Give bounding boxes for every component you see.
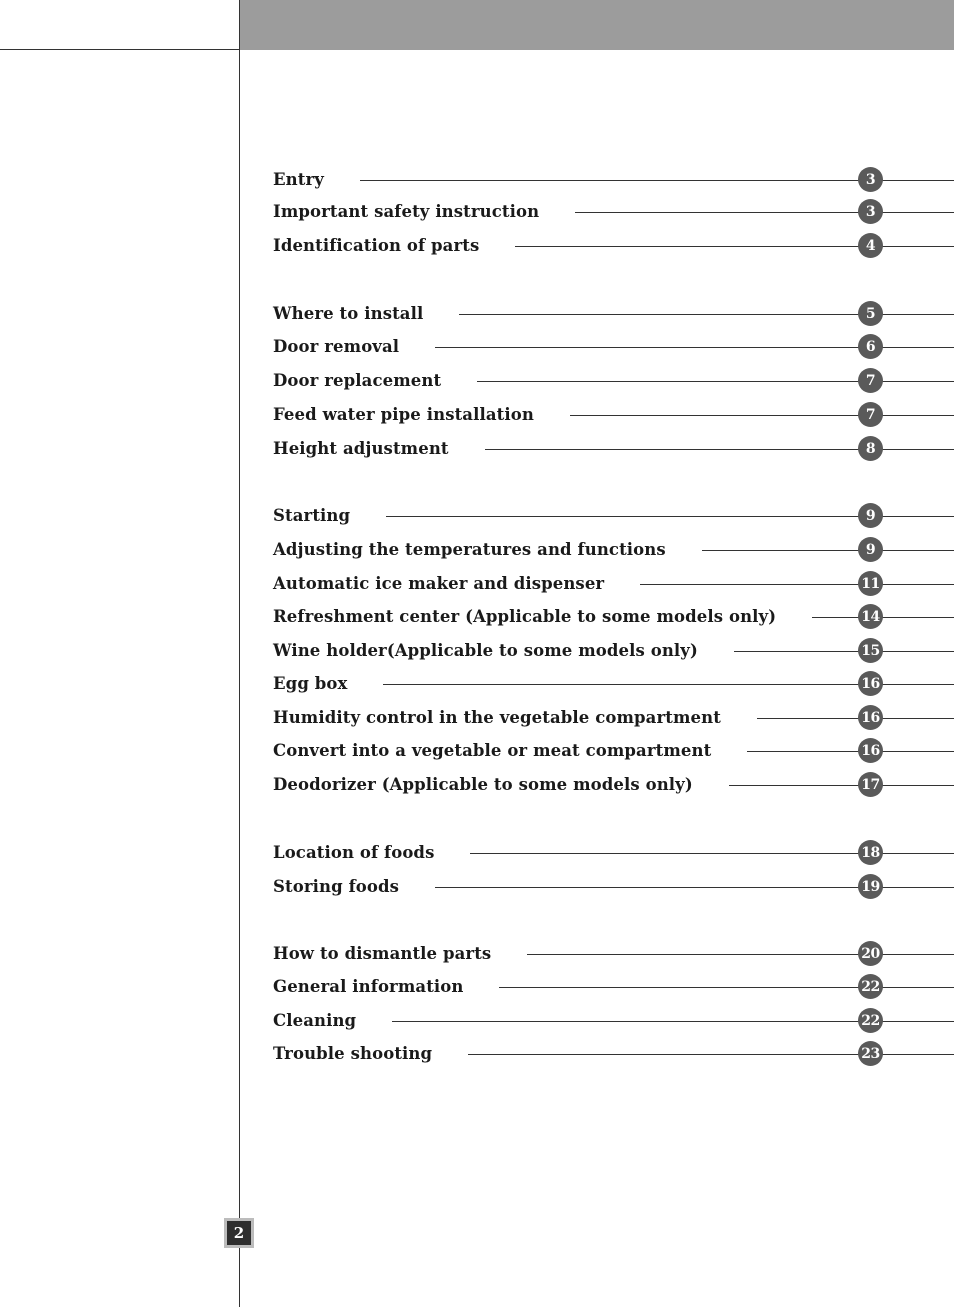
toc-entry-label: Door replacement — [273, 370, 442, 390]
toc-page-badge: 16 — [858, 671, 883, 696]
toc-entry[interactable] — [273, 872, 954, 900]
toc-entry-label: Automatic ice maker and dispenser — [273, 573, 605, 593]
toc-entry-label: Adjusting the temperatures and functions — [273, 539, 666, 559]
margin-rule — [239, 0, 240, 1307]
toc-entry[interactable] — [273, 636, 954, 664]
table-of-contents — [273, 0, 954, 1307]
toc-entry[interactable] — [273, 1006, 954, 1034]
toc-entry-label: Location of foods — [273, 842, 435, 862]
toc-entry-label: Convert into a vegetable or meat compartment — [273, 740, 712, 760]
toc-page-badge: 8 — [858, 436, 883, 461]
toc-entry-label: Deodorizer (Applicable to some models only) — [273, 774, 693, 794]
page-number-value: 2 — [227, 1221, 251, 1245]
toc-entry[interactable] — [273, 972, 954, 1000]
toc-leader-line — [757, 718, 954, 719]
top-rule — [0, 49, 240, 50]
toc-page-badge: 23 — [858, 1041, 883, 1066]
toc-leader-line — [485, 449, 954, 450]
toc-page-badge: 5 — [858, 301, 883, 326]
toc-entry[interactable] — [273, 535, 954, 563]
toc-leader-line — [747, 751, 954, 752]
toc-entry[interactable] — [273, 400, 954, 428]
toc-entry-label: Important safety instruction — [273, 201, 540, 221]
toc-entry-label: Door removal — [273, 336, 400, 356]
toc-page-badge: 20 — [858, 941, 883, 966]
toc-leader-line — [527, 954, 954, 955]
toc-entry-label: Feed water pipe installation — [273, 404, 534, 424]
toc-entry-label: Wine holder(Applicable to some models only) — [273, 640, 698, 660]
toc-entry-label: Humidity control in the vegetable compartment — [273, 707, 721, 727]
toc-page-badge: 6 — [858, 334, 883, 359]
toc-page-badge: 7 — [858, 368, 883, 393]
toc-leader-line — [575, 212, 954, 213]
page-number — [224, 1218, 254, 1248]
toc-entry[interactable] — [273, 299, 954, 327]
toc-entry-label: Refreshment center (Applicable to some models only) — [273, 606, 777, 626]
toc-leader-line — [702, 550, 954, 551]
toc-page-badge: 9 — [858, 503, 883, 528]
toc-entry[interactable] — [273, 569, 954, 597]
toc-entry[interactable] — [273, 434, 954, 462]
toc-page-badge: 22 — [858, 1008, 883, 1033]
toc-page-badge: 9 — [858, 537, 883, 562]
toc-page-badge: 14 — [858, 604, 883, 629]
toc-page-badge: 16 — [858, 705, 883, 730]
toc-entry[interactable] — [273, 197, 954, 225]
toc-entry[interactable] — [273, 770, 954, 798]
toc-leader-line — [499, 987, 954, 988]
toc-entry-label: General information — [273, 976, 464, 996]
toc-entry[interactable] — [273, 669, 954, 697]
toc-page-badge: 4 — [858, 233, 883, 258]
toc-page-badge: 11 — [858, 571, 883, 596]
toc-entry-label: How to dismantle parts — [273, 943, 492, 963]
toc-entry[interactable] — [273, 231, 954, 259]
toc-leader-line — [640, 584, 954, 585]
toc-entry[interactable] — [273, 165, 954, 193]
toc-entry-label: Egg box — [273, 673, 348, 693]
toc-page-badge: 22 — [858, 974, 883, 999]
toc-entry-label: Identification of parts — [273, 235, 480, 255]
toc-entry-label: Starting — [273, 505, 351, 525]
toc-entry[interactable] — [273, 1039, 954, 1067]
toc-entry-label: Height adjustment — [273, 438, 449, 458]
toc-entry[interactable] — [273, 366, 954, 394]
toc-entry-label: Trouble shooting — [273, 1043, 433, 1063]
toc-page-badge: 18 — [858, 840, 883, 865]
toc-page-badge: 3 — [858, 199, 883, 224]
toc-entry[interactable] — [273, 602, 954, 630]
toc-page-badge: 19 — [858, 874, 883, 899]
toc-entry[interactable] — [273, 939, 954, 967]
toc-leader-line — [729, 785, 954, 786]
toc-leader-line — [812, 617, 954, 618]
toc-page-badge: 16 — [858, 738, 883, 763]
toc-entry[interactable] — [273, 703, 954, 731]
toc-page-badge: 17 — [858, 772, 883, 797]
toc-entry-label: Storing foods — [273, 876, 400, 896]
toc-leader-line — [515, 246, 954, 247]
toc-page-badge: 7 — [858, 402, 883, 427]
toc-entry-label: Entry — [273, 169, 324, 189]
toc-entry[interactable] — [273, 501, 954, 529]
toc-entry-label: Cleaning — [273, 1010, 357, 1030]
toc-leader-line — [570, 415, 954, 416]
toc-entry[interactable] — [273, 736, 954, 764]
toc-page-badge: 15 — [858, 638, 883, 663]
toc-entry[interactable] — [273, 332, 954, 360]
toc-entry[interactable] — [273, 838, 954, 866]
toc-leader-line — [734, 651, 954, 652]
toc-entry-label: Where to install — [273, 303, 424, 323]
toc-page-badge: 3 — [858, 167, 883, 192]
